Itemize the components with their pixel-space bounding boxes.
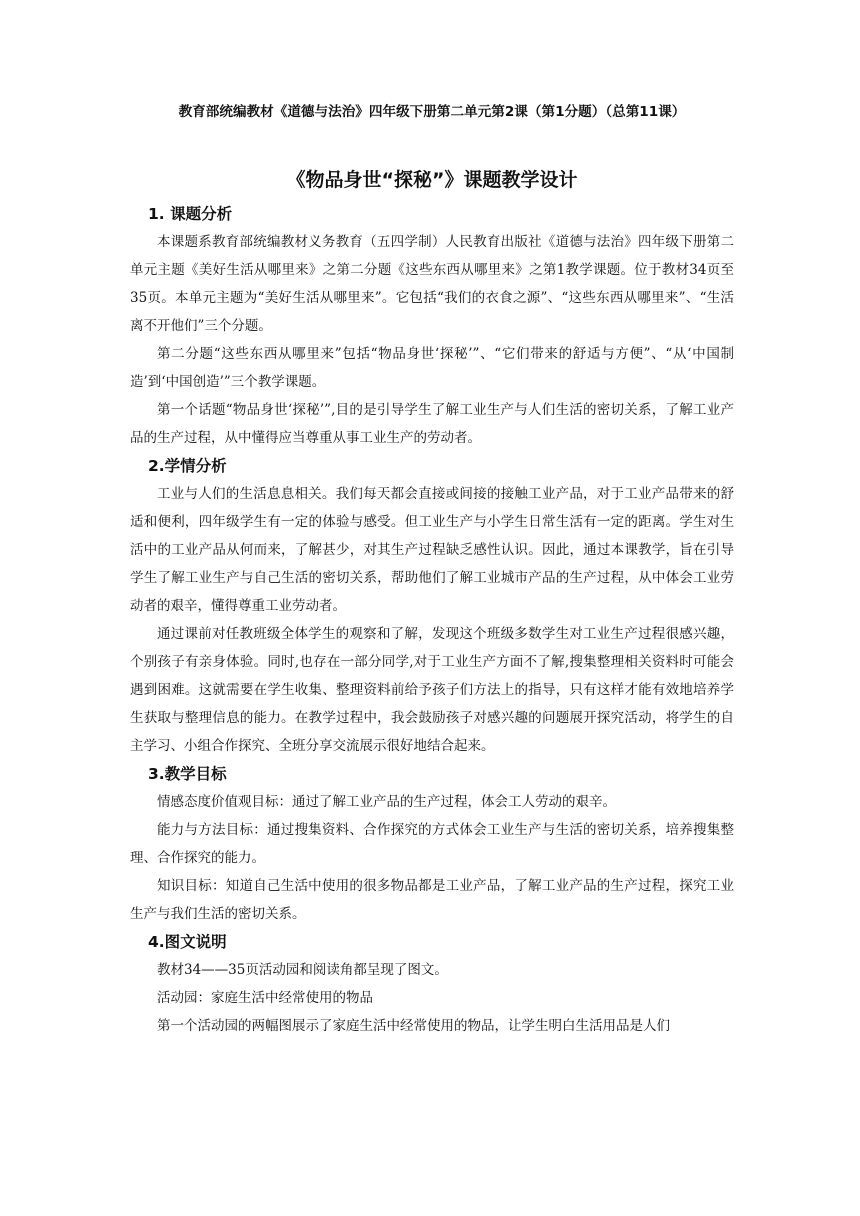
section-heading: 1. 课题分析 <box>148 205 233 223</box>
section-student-analysis <box>130 452 734 760</box>
paragraph: 第一个话题“物品身世‘探秘’”,目的是引导学生了解工业生产与人们生活的密切关系，了解工业产品的生产过程，从中懂得应当尊重从事工业生产的劳动者。 <box>130 402 734 446</box>
section-heading: 4.图文说明 <box>148 933 227 951</box>
paragraph: 工业与人们的生活息息相关。我们每天都会直接或间接的接触工业产品，对于工业产品带来的舒适和便利，四年级学生有一定的体验与感受。但工业生产与小学生日常生活有一定的距离。学生对生活中的工业产品从何而来，了解甚少，对其生产过程缺乏感性认识。因此，通过本课教学，旨在引导学生了解工业生产与自己生活的密切关系，帮助他们了解工业城市产品的生产过程，从中体会工业劳动者的艰辛，懂得尊重工业劳动者。 <box>130 486 734 614</box>
paragraph: 情感态度价值观目标：通过了解工业产品的生产过程，体会工人劳动的艰辛。 <box>157 794 616 810</box>
paragraph: 第二分题“这些东西从哪里来”包括“物品身世‘探秘’”、“它们带来的舒适与方便”、“从‘中国制造’到‘中国创造’”三个教学课题。 <box>130 346 734 390</box>
section-heading: 3.教学目标 <box>148 765 227 783</box>
section-illustration-notes <box>130 928 734 1040</box>
document-content <box>130 102 734 1040</box>
paragraph: 本课题系教育部统编教材义务教育（五四学制）人民教育出版社《道德与法治》四年级下册第二单元主题《美好生活从哪里来》之第二分题《这些东西从哪里来》之第1教学课题。位于教材34页至35页。本单元主题为“美好生活从哪里来”。它包括“我们的衣食之源”、“这些东西从哪里来”、“生活离不开他们”三个分题。 <box>130 234 734 334</box>
section-analysis <box>130 200 734 452</box>
paragraph: 教材34——35页活动园和阅读角都呈现了图文。 <box>157 962 448 978</box>
paragraph: 知识目标：知道自己生活中使用的很多物品都是工业产品，了解工业产品的生产过程，探究工业生产与我们生活的密切关系。 <box>130 878 734 922</box>
paragraph: 活动园：家庭生活中经常使用的物品 <box>157 990 373 1006</box>
section-heading: 2.学情分析 <box>148 457 227 475</box>
course-header-line: 教育部统编教材《道德与法治》四年级下册第二单元第2课（第1分题）（总第11课） <box>178 104 686 120</box>
document-title: 《物品身世“探秘”》课题教学设计 <box>286 169 578 191</box>
section-teaching-goals <box>130 760 734 928</box>
paragraph: 第一个活动园的两幅图展示了家庭生活中经常使用的物品，让学生明白生活用品是人们 <box>157 1018 670 1034</box>
paragraph: 能力与方法目标：通过搜集资料、合作探究的方式体会工业生产与生活的密切关系，培养搜集整理、合作探究的能力。 <box>130 822 734 866</box>
paragraph: 通过课前对任教班级全体学生的观察和了解，发现这个班级多数学生对工业生产过程很感兴趣，个别孩子有亲身体验。同时,也存在一部分同学,对于工业生产方面不了解,搜集整理相关资料时可能会遇到困难。这就需要在学生收集、整理资料前给予孩子们方法上的指导，只有这样才能有效地培养学生获取与整理信息的能力。在教学过程中，我会鼓励孩子对感兴趣的问题展开探究活动，将学生的自主学习、小组合作探究、全班分享交流展示很好地结合起来。 <box>130 626 734 754</box>
